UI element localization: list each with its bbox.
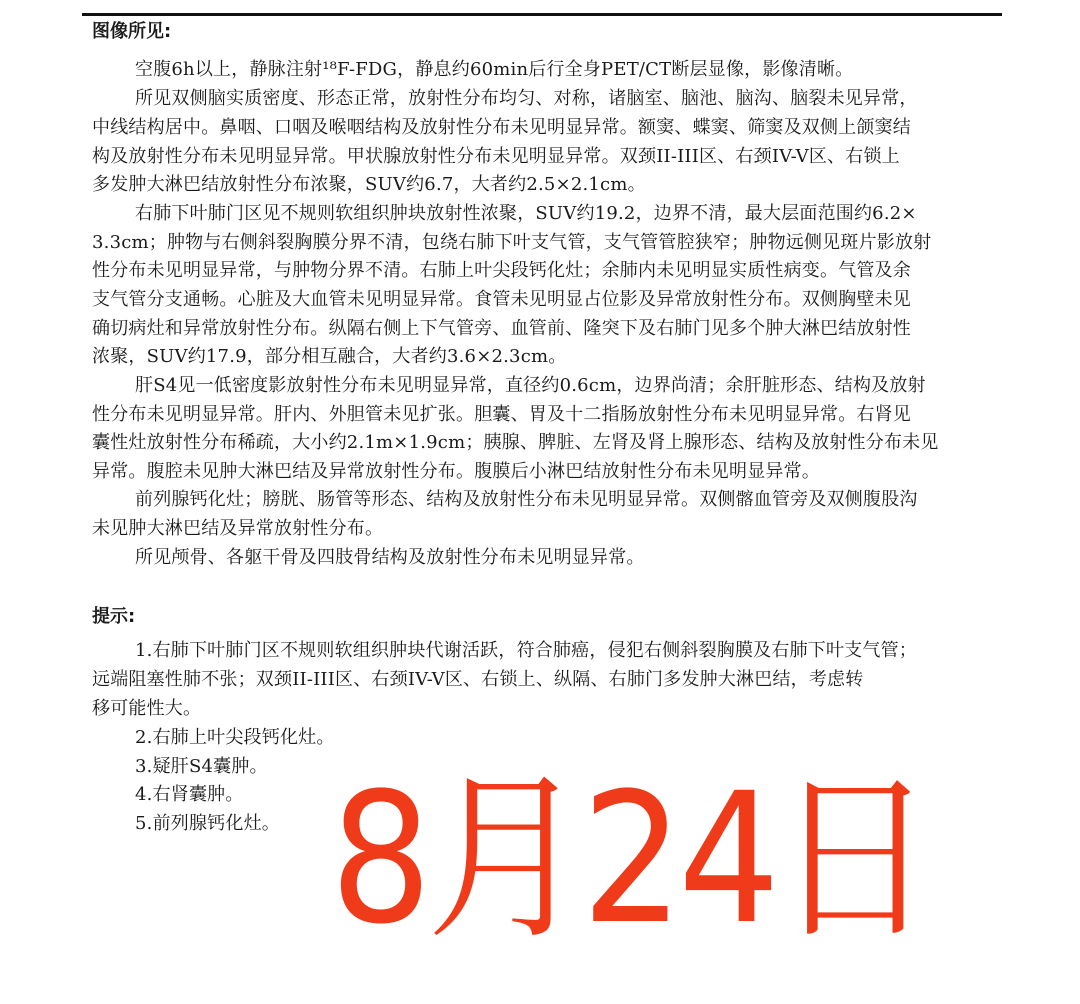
findings-line: 异常。腹腔未见肿大淋巴结及异常放射性分布。腹膜后小淋巴结放射性分布未见明显异常。 (92, 461, 820, 482)
handwritten-date-annotation: 8月24日 (330, 755, 930, 964)
findings-line: 确切病灶和异常放射性分布。纵隔右侧上下气管旁、血管前、隆突下及右肺门见多个肿大淋巴结放射性 (92, 318, 911, 339)
impression-line: 移可能性大。 (92, 698, 202, 719)
findings-line: 前列腺钙化灶；膀胱、肠管等形态、结构及放射性分布未见明显异常。双侧髂血管旁及双侧腹股沟 (135, 489, 918, 510)
findings-line: 多发肿大淋巴结放射性分布浓聚，SUV约6.7，大者约2.5×2.1cm。 (92, 174, 646, 195)
impression-line: 4.右肾囊肿。 (135, 784, 244, 805)
impression-heading: 提示: (92, 606, 136, 627)
findings-line: 右肺下叶肺门区见不规则软组织肿块放射性浓聚，SUV约19.2，边界不清，最大层面范围约6.2× (135, 203, 917, 224)
findings-line: 性分布未见明显异常，与肿物分界不清。右肺上叶尖段钙化灶；余肺内未见明显实质性病变。气管及余 (92, 260, 911, 281)
impression-line: 5.前列腺钙化灶。 (135, 813, 280, 834)
findings-line: 3.3cm；肿物与右侧斜裂胸膜分界不清，包绕右肺下叶支气管，支气管管腔狭窄；肿物远侧见斑片影放射 (92, 232, 932, 253)
findings-line: 肝S4见一低密度影放射性分布未见明显异常，直径约0.6cm，边界尚清；余肝脏形态、结构及放射 (135, 375, 926, 396)
findings-line: 构及放射性分布未见明显异常。甲状腺放射性分布未见明显异常。双颈II-III区、右颈IV-V区、右锁上 (92, 146, 900, 167)
findings-line: 浓聚，SUV约17.9，部分相互融合，大者约3.6×2.3cm。 (92, 346, 567, 367)
impression-line: 1.右肺下叶肺门区不规则软组织肿块代谢活跃，符合肺癌，侵犯右侧斜裂胸膜及右肺下叶支气管； (135, 640, 917, 661)
impression-line: 3.疑肝S4囊肿。 (135, 756, 268, 777)
impression-line: 远端阻塞性肺不张；双颈II-III区、右颈IV-V区、右锁上、纵隔、右肺门多发肿大淋巴结，考虑转 (92, 669, 864, 690)
header-rule (82, 13, 1002, 16)
findings-line: 中线结构居中。鼻咽、口咽及喉咽结构及放射性分布未见明显异常。额窦、蝶窦、筛窦及双侧上颌窦结 (92, 117, 911, 138)
findings-line: 所见颅骨、各躯干骨及四肢骨结构及放射性分布未见明显异常。 (135, 547, 645, 568)
findings-line: 囊性灶放射性分布稀疏，大小约2.1m×1.9cm；胰腺、脾脏、左肾及肾上腺形态、结构及放射性分布未见 (92, 432, 939, 453)
findings-line: 未见肿大淋巴结及异常放射性分布。 (92, 518, 384, 539)
impression-line: 2.右肺上叶尖段钙化灶。 (135, 727, 335, 748)
findings-line: 所见双侧脑实质密度、形态正常，放射性分布均匀、对称，诸脑室、脑池、脑沟、脑裂未见异常， (135, 88, 918, 109)
findings-line: 空腹6h以上，静脉注射¹⁸F-FDG，静息约60min后行全身PET/CT断层显像，影像清晰。 (135, 59, 854, 80)
findings-line: 性分布未见明显异常。肝内、外胆管未见扩张。胆囊、胃及十二指肠放射性分布未见明显异常。右肾见 (92, 404, 911, 425)
findings-heading: 图像所见: (92, 21, 172, 42)
findings-line: 支气管分支通畅。心脏及大血管未见明显异常。食管未见明显占位影及异常放射性分布。双侧胸壁未见 (92, 289, 911, 310)
